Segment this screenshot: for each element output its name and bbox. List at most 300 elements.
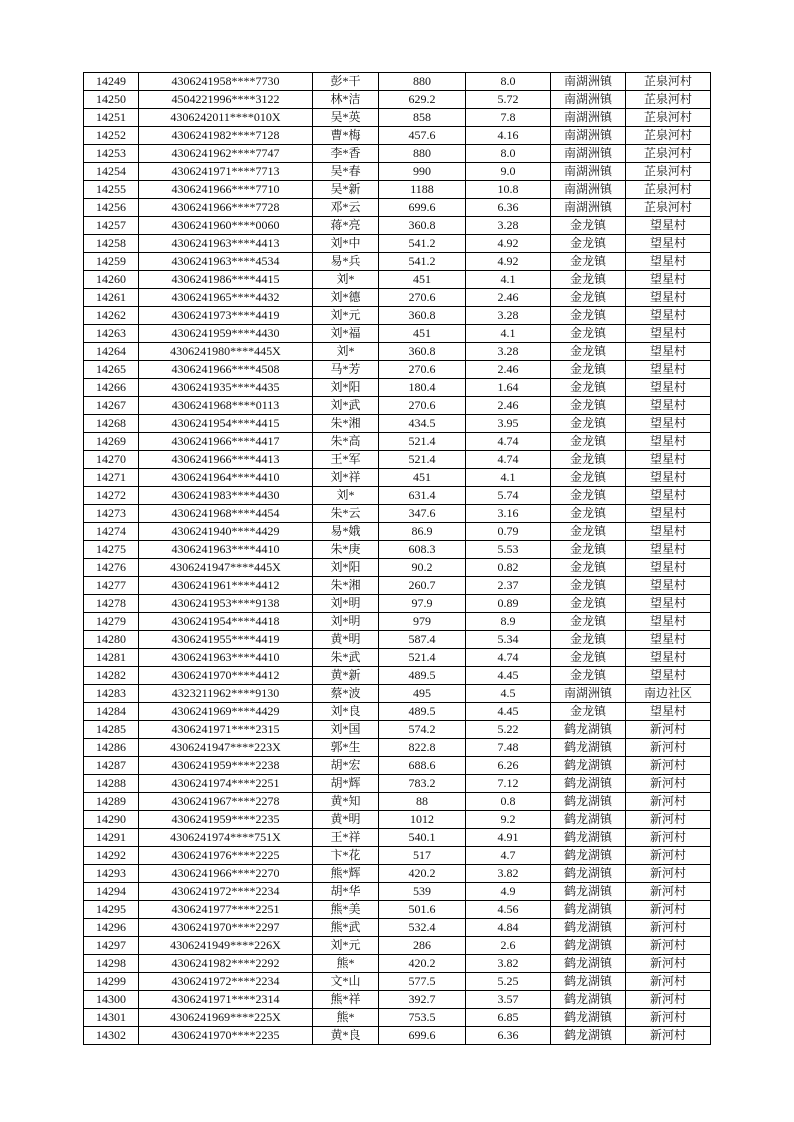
name-cell: 郭*生 [313, 739, 379, 757]
amount-cell: 699.6 [379, 1027, 466, 1045]
town-cell: 南湖洲镇 [551, 73, 626, 91]
town-cell: 鹤龙湖镇 [551, 955, 626, 973]
id-number-cell: 4306241970****2235 [139, 1027, 313, 1045]
name-cell: 刘* [313, 487, 379, 505]
table-row [84, 829, 711, 847]
town-cell: 金龙镇 [551, 541, 626, 559]
row-number-cell: 14249 [84, 73, 139, 91]
village-cell: 新河村 [626, 721, 711, 739]
town-cell: 金龙镇 [551, 325, 626, 343]
village-cell: 新河村 [626, 775, 711, 793]
table-row [84, 523, 711, 541]
id-number-cell: 4306241958****7730 [139, 73, 313, 91]
id-number-cell: 4306241966****7710 [139, 181, 313, 199]
row-number-cell: 14272 [84, 487, 139, 505]
area-cell: 4.91 [466, 829, 551, 847]
name-cell: 熊*美 [313, 901, 379, 919]
town-cell: 金龙镇 [551, 451, 626, 469]
table-row [84, 433, 711, 451]
row-number-cell: 14297 [84, 937, 139, 955]
id-number-cell: 4306241966****7728 [139, 199, 313, 217]
amount-cell: 688.6 [379, 757, 466, 775]
name-cell: 刘*阳 [313, 379, 379, 397]
table-row [84, 775, 711, 793]
area-cell: 6.36 [466, 199, 551, 217]
table-row [84, 955, 711, 973]
table-row [84, 631, 711, 649]
table-row [84, 991, 711, 1009]
village-cell: 望星村 [626, 559, 711, 577]
area-cell: 6.36 [466, 1027, 551, 1045]
name-cell: 文*山 [313, 973, 379, 991]
area-cell: 4.1 [466, 325, 551, 343]
amount-cell: 457.6 [379, 127, 466, 145]
name-cell: 黄*知 [313, 793, 379, 811]
area-cell: 4.74 [466, 451, 551, 469]
amount-cell: 286 [379, 937, 466, 955]
row-number-cell: 14300 [84, 991, 139, 1009]
town-cell: 鹤龙湖镇 [551, 775, 626, 793]
village-cell: 芷泉河村 [626, 199, 711, 217]
village-cell: 新河村 [626, 811, 711, 829]
name-cell: 刘*元 [313, 307, 379, 325]
amount-cell: 631.4 [379, 487, 466, 505]
town-cell: 鹤龙湖镇 [551, 919, 626, 937]
area-cell: 8.0 [466, 73, 551, 91]
row-number-cell: 14260 [84, 271, 139, 289]
row-number-cell: 14280 [84, 631, 139, 649]
id-number-cell: 4306241972****2234 [139, 973, 313, 991]
table-row [84, 487, 711, 505]
name-cell: 卞*花 [313, 847, 379, 865]
table-row [84, 235, 711, 253]
area-cell: 3.95 [466, 415, 551, 433]
village-cell: 望星村 [626, 469, 711, 487]
village-cell: 新河村 [626, 829, 711, 847]
town-cell: 鹤龙湖镇 [551, 901, 626, 919]
village-cell: 望星村 [626, 289, 711, 307]
amount-cell: 822.8 [379, 739, 466, 757]
table-row [84, 919, 711, 937]
town-cell: 金龙镇 [551, 667, 626, 685]
table-row [84, 145, 711, 163]
id-number-cell: 4306241969****4429 [139, 703, 313, 721]
row-number-cell: 14291 [84, 829, 139, 847]
amount-cell: 979 [379, 613, 466, 631]
table-row [84, 469, 711, 487]
name-cell: 朱*高 [313, 433, 379, 451]
table-row [84, 721, 711, 739]
table-row [84, 811, 711, 829]
name-cell: 刘*国 [313, 721, 379, 739]
table-row [84, 307, 711, 325]
name-cell: 易*兵 [313, 253, 379, 271]
table-row [84, 127, 711, 145]
row-number-cell: 14284 [84, 703, 139, 721]
row-number-cell: 14276 [84, 559, 139, 577]
name-cell: 胡*辉 [313, 775, 379, 793]
town-cell: 金龙镇 [551, 559, 626, 577]
village-cell: 新河村 [626, 1027, 711, 1045]
area-cell: 4.56 [466, 901, 551, 919]
row-number-cell: 14259 [84, 253, 139, 271]
id-number-cell: 4306242011****010X [139, 109, 313, 127]
name-cell: 刘*明 [313, 613, 379, 631]
town-cell: 金龙镇 [551, 235, 626, 253]
row-number-cell: 14251 [84, 109, 139, 127]
row-number-cell: 14270 [84, 451, 139, 469]
amount-cell: 608.3 [379, 541, 466, 559]
name-cell: 朱*武 [313, 649, 379, 667]
table-row [84, 73, 711, 91]
name-cell: 刘*武 [313, 397, 379, 415]
village-cell: 望星村 [626, 487, 711, 505]
table-row [84, 577, 711, 595]
id-number-cell: 4306241982****7128 [139, 127, 313, 145]
table-row [84, 703, 711, 721]
village-cell: 新河村 [626, 847, 711, 865]
name-cell: 刘*福 [313, 325, 379, 343]
table-row [84, 361, 711, 379]
town-cell: 金龙镇 [551, 397, 626, 415]
area-cell: 3.28 [466, 307, 551, 325]
village-cell: 新河村 [626, 901, 711, 919]
id-number-cell: 4306241977****2251 [139, 901, 313, 919]
name-cell: 李*香 [313, 145, 379, 163]
row-number-cell: 14274 [84, 523, 139, 541]
id-number-cell: 4306241986****4415 [139, 271, 313, 289]
town-cell: 金龙镇 [551, 613, 626, 631]
area-cell: 9.2 [466, 811, 551, 829]
area-cell: 10.8 [466, 181, 551, 199]
table-row [84, 613, 711, 631]
table-body [84, 73, 711, 1045]
amount-cell: 880 [379, 73, 466, 91]
town-cell: 金龙镇 [551, 469, 626, 487]
row-number-cell: 14263 [84, 325, 139, 343]
amount-cell: 532.4 [379, 919, 466, 937]
id-number-cell: 4306241966****4413 [139, 451, 313, 469]
row-number-cell: 14296 [84, 919, 139, 937]
amount-cell: 180.4 [379, 379, 466, 397]
village-cell: 望星村 [626, 307, 711, 325]
town-cell: 鹤龙湖镇 [551, 829, 626, 847]
name-cell: 蒋*亮 [313, 217, 379, 235]
name-cell: 刘*德 [313, 289, 379, 307]
table-row [84, 325, 711, 343]
name-cell: 刘*阳 [313, 559, 379, 577]
id-number-cell: 4306241966****2270 [139, 865, 313, 883]
town-cell: 南湖洲镇 [551, 181, 626, 199]
name-cell: 黄*明 [313, 631, 379, 649]
amount-cell: 587.4 [379, 631, 466, 649]
amount-cell: 451 [379, 271, 466, 289]
area-cell: 4.74 [466, 649, 551, 667]
village-cell: 新河村 [626, 865, 711, 883]
amount-cell: 434.5 [379, 415, 466, 433]
area-cell: 3.82 [466, 955, 551, 973]
town-cell: 南湖洲镇 [551, 145, 626, 163]
table-row [84, 757, 711, 775]
table-row [84, 253, 711, 271]
village-cell: 南边社区 [626, 685, 711, 703]
town-cell: 金龙镇 [551, 631, 626, 649]
id-number-cell: 4306241963****4413 [139, 235, 313, 253]
town-cell: 鹤龙湖镇 [551, 991, 626, 1009]
area-cell: 5.34 [466, 631, 551, 649]
row-number-cell: 14267 [84, 397, 139, 415]
name-cell: 刘*元 [313, 937, 379, 955]
village-cell: 望星村 [626, 325, 711, 343]
area-cell: 0.89 [466, 595, 551, 613]
row-number-cell: 14277 [84, 577, 139, 595]
table-row [84, 1009, 711, 1027]
area-cell: 5.72 [466, 91, 551, 109]
town-cell: 鹤龙湖镇 [551, 865, 626, 883]
name-cell: 吴*英 [313, 109, 379, 127]
name-cell: 黄*新 [313, 667, 379, 685]
area-cell: 3.82 [466, 865, 551, 883]
row-number-cell: 14253 [84, 145, 139, 163]
amount-cell: 539 [379, 883, 466, 901]
village-cell: 望星村 [626, 649, 711, 667]
row-number-cell: 14271 [84, 469, 139, 487]
name-cell: 刘*祥 [313, 469, 379, 487]
area-cell: 4.45 [466, 703, 551, 721]
id-number-cell: 4306241970****4412 [139, 667, 313, 685]
area-cell: 4.1 [466, 271, 551, 289]
village-cell: 芷泉河村 [626, 145, 711, 163]
area-cell: 4.7 [466, 847, 551, 865]
table-row [84, 793, 711, 811]
town-cell: 鹤龙湖镇 [551, 847, 626, 865]
row-number-cell: 14262 [84, 307, 139, 325]
town-cell: 鹤龙湖镇 [551, 973, 626, 991]
id-number-cell: 4306241971****2315 [139, 721, 313, 739]
village-cell: 新河村 [626, 973, 711, 991]
name-cell: 黄*良 [313, 1027, 379, 1045]
amount-cell: 540.1 [379, 829, 466, 847]
row-number-cell: 14293 [84, 865, 139, 883]
row-number-cell: 14264 [84, 343, 139, 361]
town-cell: 鹤龙湖镇 [551, 757, 626, 775]
row-number-cell: 14298 [84, 955, 139, 973]
town-cell: 金龙镇 [551, 253, 626, 271]
village-cell: 新河村 [626, 955, 711, 973]
amount-cell: 347.6 [379, 505, 466, 523]
amount-cell: 990 [379, 163, 466, 181]
village-cell: 新河村 [626, 1009, 711, 1027]
id-number-cell: 4306241963****4534 [139, 253, 313, 271]
village-cell: 芷泉河村 [626, 91, 711, 109]
row-number-cell: 14258 [84, 235, 139, 253]
row-number-cell: 14269 [84, 433, 139, 451]
name-cell: 刘*明 [313, 595, 379, 613]
id-number-cell: 4306241949****226X [139, 937, 313, 955]
village-cell: 芷泉河村 [626, 163, 711, 181]
area-cell: 4.92 [466, 253, 551, 271]
town-cell: 金龙镇 [551, 595, 626, 613]
town-cell: 金龙镇 [551, 379, 626, 397]
town-cell: 鹤龙湖镇 [551, 739, 626, 757]
row-number-cell: 14278 [84, 595, 139, 613]
town-cell: 金龙镇 [551, 577, 626, 595]
name-cell: 马*芳 [313, 361, 379, 379]
id-number-cell: 4306241966****4417 [139, 433, 313, 451]
table-row [84, 595, 711, 613]
amount-cell: 541.2 [379, 235, 466, 253]
town-cell: 金龙镇 [551, 307, 626, 325]
row-number-cell: 14266 [84, 379, 139, 397]
area-cell: 0.79 [466, 523, 551, 541]
village-cell: 新河村 [626, 793, 711, 811]
amount-cell: 392.7 [379, 991, 466, 1009]
amount-cell: 270.6 [379, 397, 466, 415]
amount-cell: 521.4 [379, 649, 466, 667]
village-cell: 新河村 [626, 739, 711, 757]
amount-cell: 495 [379, 685, 466, 703]
name-cell: 黄*明 [313, 811, 379, 829]
town-cell: 鹤龙湖镇 [551, 721, 626, 739]
table-row [84, 685, 711, 703]
table-row [84, 865, 711, 883]
area-cell: 5.25 [466, 973, 551, 991]
row-number-cell: 14289 [84, 793, 139, 811]
table-row [84, 289, 711, 307]
row-number-cell: 14255 [84, 181, 139, 199]
area-cell: 2.46 [466, 397, 551, 415]
town-cell: 金龙镇 [551, 217, 626, 235]
village-cell: 望星村 [626, 451, 711, 469]
name-cell: 吴*新 [313, 181, 379, 199]
row-number-cell: 14290 [84, 811, 139, 829]
row-number-cell: 14265 [84, 361, 139, 379]
table-row [84, 667, 711, 685]
name-cell: 胡*宏 [313, 757, 379, 775]
name-cell: 熊*祥 [313, 991, 379, 1009]
table-row [84, 199, 711, 217]
name-cell: 蔡*波 [313, 685, 379, 703]
row-number-cell: 14275 [84, 541, 139, 559]
row-number-cell: 14250 [84, 91, 139, 109]
id-number-cell: 4306241947****223X [139, 739, 313, 757]
name-cell: 邓*云 [313, 199, 379, 217]
row-number-cell: 14268 [84, 415, 139, 433]
id-number-cell: 4306241954****4418 [139, 613, 313, 631]
area-cell: 4.45 [466, 667, 551, 685]
village-cell: 望星村 [626, 523, 711, 541]
row-number-cell: 14294 [84, 883, 139, 901]
village-cell: 望星村 [626, 595, 711, 613]
name-cell: 易*娥 [313, 523, 379, 541]
area-cell: 2.6 [466, 937, 551, 955]
table-row [84, 379, 711, 397]
table-row [84, 217, 711, 235]
town-cell: 金龙镇 [551, 415, 626, 433]
village-cell: 望星村 [626, 505, 711, 523]
area-cell: 7.8 [466, 109, 551, 127]
amount-cell: 88 [379, 793, 466, 811]
amount-cell: 577.5 [379, 973, 466, 991]
row-number-cell: 14299 [84, 973, 139, 991]
area-cell: 4.84 [466, 919, 551, 937]
id-number-cell: 4306241959****2238 [139, 757, 313, 775]
name-cell: 熊* [313, 955, 379, 973]
table-row [84, 163, 711, 181]
town-cell: 鹤龙湖镇 [551, 1027, 626, 1045]
area-cell: 8.0 [466, 145, 551, 163]
area-cell: 5.74 [466, 487, 551, 505]
village-cell: 望星村 [626, 253, 711, 271]
name-cell: 曹*梅 [313, 127, 379, 145]
area-cell: 6.26 [466, 757, 551, 775]
town-cell: 南湖洲镇 [551, 91, 626, 109]
id-number-cell: 4306241974****2251 [139, 775, 313, 793]
town-cell: 金龙镇 [551, 271, 626, 289]
name-cell: 王*军 [313, 451, 379, 469]
id-number-cell: 4306241969****225X [139, 1009, 313, 1027]
village-cell: 新河村 [626, 919, 711, 937]
town-cell: 金龙镇 [551, 649, 626, 667]
area-cell: 0.8 [466, 793, 551, 811]
area-cell: 6.85 [466, 1009, 551, 1027]
id-number-cell: 4306241982****2292 [139, 955, 313, 973]
row-number-cell: 14295 [84, 901, 139, 919]
area-cell: 4.92 [466, 235, 551, 253]
id-number-cell: 4306241980****445X [139, 343, 313, 361]
area-cell: 7.12 [466, 775, 551, 793]
name-cell: 刘*良 [313, 703, 379, 721]
amount-cell: 270.6 [379, 361, 466, 379]
village-cell: 望星村 [626, 433, 711, 451]
id-number-cell: 4306241963****4410 [139, 541, 313, 559]
table-row [84, 505, 711, 523]
town-cell: 金龙镇 [551, 487, 626, 505]
table-row [84, 109, 711, 127]
village-cell: 望星村 [626, 361, 711, 379]
table-row [84, 271, 711, 289]
village-cell: 新河村 [626, 991, 711, 1009]
town-cell: 金龙镇 [551, 361, 626, 379]
amount-cell: 1012 [379, 811, 466, 829]
id-number-cell: 4306241959****4430 [139, 325, 313, 343]
village-cell: 望星村 [626, 415, 711, 433]
village-cell: 芷泉河村 [626, 109, 711, 127]
area-cell: 3.16 [466, 505, 551, 523]
row-number-cell: 14273 [84, 505, 139, 523]
name-cell: 刘* [313, 343, 379, 361]
area-cell: 1.64 [466, 379, 551, 397]
village-cell: 芷泉河村 [626, 73, 711, 91]
row-number-cell: 14254 [84, 163, 139, 181]
name-cell: 朱*庚 [313, 541, 379, 559]
id-number-cell: 4323211962****9130 [139, 685, 313, 703]
row-number-cell: 14287 [84, 757, 139, 775]
row-number-cell: 14261 [84, 289, 139, 307]
village-cell: 新河村 [626, 883, 711, 901]
name-cell: 彭*干 [313, 73, 379, 91]
area-cell: 5.53 [466, 541, 551, 559]
table-row [84, 883, 711, 901]
town-cell: 南湖洲镇 [551, 685, 626, 703]
id-number-cell: 4306241964****4410 [139, 469, 313, 487]
id-number-cell: 4306241940****4429 [139, 523, 313, 541]
row-number-cell: 14282 [84, 667, 139, 685]
id-number-cell: 4306241968****0113 [139, 397, 313, 415]
id-number-cell: 4306241974****751X [139, 829, 313, 847]
table-row [84, 415, 711, 433]
town-cell: 南湖洲镇 [551, 127, 626, 145]
